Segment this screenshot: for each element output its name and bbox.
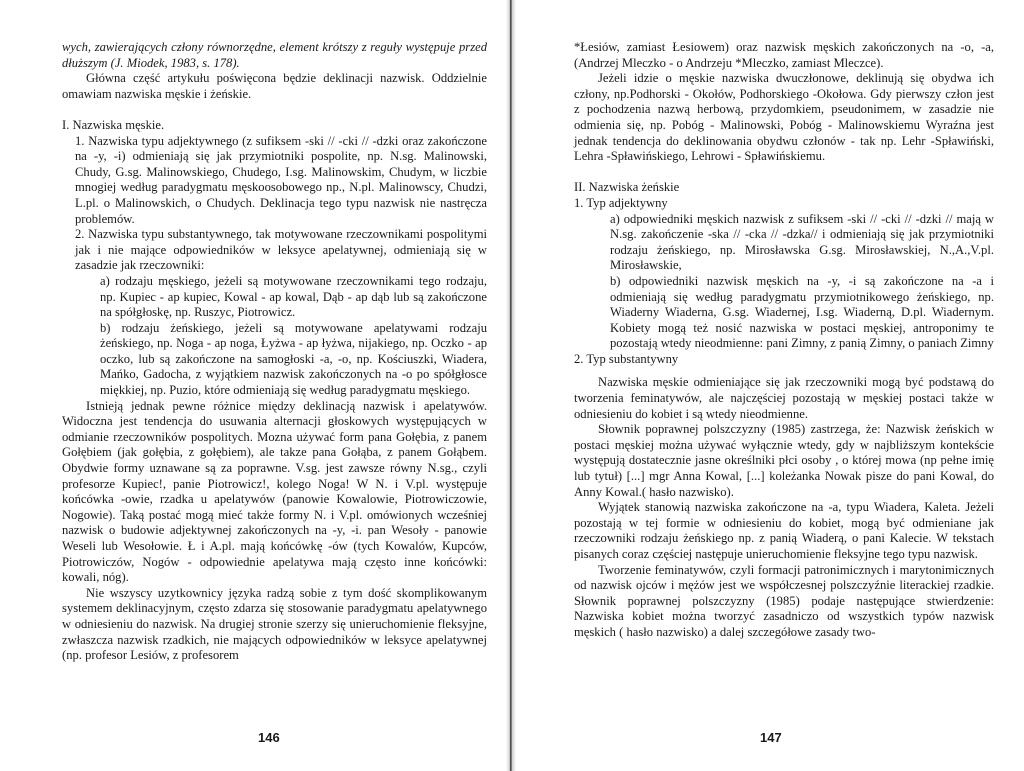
left-page-text: [62, 40, 487, 664]
left-paragraph-1: Istnieją jednak pewne różnice między deklinacją nazwisk i apelatywów. Widoczna jest tendencja do usuwania alternacji głoskowych występujących w odmianie rzeczowników pospolitych. Mozna używać form pana Gołębia, z panem Gołębiem (jak gołębia, z gołębiem), ale takze pana Gołąba, z panem Gołąbem. Obydwie formy uznawane są za poprawne. V.sg. jest zawsze równy N.sg., czyli profesorze Kupiec!, panie Piotrowicz!, kolego Noga! W N. i V.pl. występuje końcówka -owie, rzadka u apelatywów (panowie Kowalowie, Piotrowiczowie, Nogowie). Taką postać mogą mieć także formy N. i V.pl. omówionych wcześniej nazwisk o budowie adjektywnej zakończonych na -y, -i. pan Wesoły - panowie Weseli lub Wesołowie. Ł i A.pl. mają końcówkę -ów (tych Kowalów, Kupców, Piotrowiczów, Nogów - odpowiednie apelatywa mają często inne końcówki: kowali, nóg).: [62, 398, 487, 585]
left-item-1: 1. Nazwiska typu adjektywnego (z sufiksem -ski // -cki // -dzki oraz zakończone na -y, -i) odmieniają się jak przymiotniki pospolite, np. N.sg. Malinowski, Chudy, G.sg. Malinowskiego, Chudego, I.sg. Malinowskim, Chudym, w liczbie mnogiej według paradygmatu męskoosobowego np., N.pl. Malinowscy, Chudzi, L.pl. o Malinowskich, o Chudych. Deklinacja tego typu nazwisk nie nastręcza problemów.: [75, 133, 487, 226]
left-item-2a: a) rodzaju męskiego, jeżeli są motywowane rzeczownikami tego rodzaju, np. Kupiec - ap kupiec, Kowal - ap kowal, Dąb - ap dąb lub są zakończone na spółgłoskę, np. Ruszyc, Piotrowicz.: [100, 273, 487, 320]
right-paragraph-2: Słownik poprawnej polszczyzny (1985) zastrzega, że: Nazwisk żeńskich w postaci męskiej można używać wyłącznie wtedy, gdy w najbliższym kontekście występują dostatecznie jasne określniki płci osoby , o której mowa (np pełne imię lub tytuł) [...] mgr Anna Kowal, [...] koleżanka Nowak pisze do pani Kowal, do Anny Kowal.( hasło nazwisko).: [574, 422, 994, 499]
left-item-2: 2. Nazwiska typu substantywnego, tak motywowane rzeczownikami pospolitymi jak i nie mające odpowiedników w leksyce apelatywnej, odmieniają się w zasadzie jak rzeczowniki:: [75, 227, 487, 273]
right-item-1a: a) odpowiedniki męskich nazwisk z sufiksem -ski // -cki // -dzki // mają w N.sg. zakończenie -ska // -cka // -dzka// i odmieniają się jak przymiotniki rodzaju żeńskiego, np. Mirosławska G.sg. Mirosławskiej, N.,A.,V.pl. Mirosławskie,: [610, 211, 994, 273]
left-section-heading: I. Nazwiska męskie.: [62, 117, 165, 132]
left-page-number: 146: [258, 730, 280, 745]
left-page: [0, 0, 508, 771]
left-item-2b: b) rodzaju żeńskiego, jeżeli są motywowane apelatywami rodzaju żeńskiego, np. Noga - ap noga, Łyżwa - ap łyżwa, nijakiego, np. Oczko - ap oczko, lub są zakończone na samogłoski -a, -o, np. Kościuszki, Wiadera, Mańko, Gadocha, z wyjątkiem nazwisk zakończonych na -o po spółgłosce miękkiej, np. Puzio, które odmieniają się według paradygmatu męskiego.: [100, 320, 487, 398]
right-item-1: 1. Typ adjektywny: [574, 195, 668, 210]
right-paragraph-3: Wyjątek stanowią nazwiska zakończone na -a, typu Wiadera, Kaleta. Jeżeli pozostają w tej formie w odniesieniu do kobiet, mogą być odmieniane jak rzeczowniki rodzaju żeńskiego np. z panią Wiaderą, o pani Kalecie. W tekstach pisanych coraz częściej następuje unieruchomienie fleksyjne tego typu nazwisk.: [574, 500, 994, 561]
right-page-number: 147: [760, 730, 782, 745]
left-intro: wych, zawierających człony równorzędne, element krótszy z reguły występuje przed dłuższym (J. Miodek, 1983, s. 178).: [62, 40, 487, 70]
right-paragraph-4: Tworzenie feminatywów, czyli formacji patronimicznych i marytonimicznych od nazwisk ojców i mężów jest we współczesnej polszczyźnie literackiej rzadkie. Słownik poprawnej polszczyzny (1985) podaje następujące stwierdzenie: Nazwiska kobiet można tworzyć zasadniczo od wszystkich typów nazwisk męskich ( hasło nazwisko) a dalej szczegółowe zasady two-: [574, 562, 994, 639]
left-intro-2: Główna część artykułu poświęcona będzie deklinacji nazwisk. Oddzielnie omawiam nazwiska męskie i żeńskie.: [62, 71, 487, 101]
right-item-1b: b) odpowiedniki nazwisk męskich na -y, -i są zakończone na -a i odmieniają się według paradygmatu przymiotnikowego żeńskiego, np. Wiaderny Wiaderna, G.sg. Wiadernej, I.sg. Wiaderną, D.pl. Wiadernym. Kobiety mogą też nosić nazwiska w postaci męskiej, antroponimy te pozostają wtedy nieodmienne: pani Zimny, z panią Zimny, o paniach Zimny: [610, 273, 994, 351]
right-item-2: 2. Typ substantywny: [574, 351, 679, 366]
right-page-text: [574, 40, 994, 641]
right-section-heading: II. Nazwiska żeńskie: [574, 180, 680, 195]
right-page: [512, 0, 1024, 771]
right-intro: *Łesiów, zamiast Łesiowem) oraz nazwisk męskich zakończonych na -o, -a, (Andrzej Mleczko - o Andrzeju *Mleczko, zamiast Mleczce).: [574, 40, 994, 70]
right-paragraph-1: Nazwiska męskie odmieniające się jak rzeczowniki mogą być podstawą do tworzenia feminatywów, ale najczęściej pozostają w męskiej postaci także w odniesieniu do kobiet i są wtedy nieodmienne.: [574, 375, 994, 421]
right-intro-2: Jeżeli idzie o męskie nazwiska dwuczłonowe, deklinują się obydwa ich człony, np.Podhorski - Okołów, Podhorskiego -Okołowa. Gdy pierwszy człon jest z pochodzenia nazwą herbową, przydomkiem, pseudonimem, w zasadzie nie odmienia się, np. Pobóg - Malinowski, Pobóg - Malinowskiemu Wyraźna jest jednak tendencja do deklinowania obydwu członów - tak np. Lehr -Spławiński, Lehra -Spławińskiego, Lehrowi - Spławińskiemu.: [574, 71, 994, 164]
left-paragraph-2: Nie wszyscy uzytkownicy języka radzą sobie z tym dość skomplikowanym systemem deklinacyjnym, często zdarza się stosowanie paradygmatu apelatywnego w odniesieniu do nazwisk. Na drugiej stronie szerzy się unieruchomienie fleksyjne, zwłaszcza nazwisk rzadkich, nie mających odpowiedników w leksyce apelatywnej (np. profesor Lesiów, z profesorem: [62, 585, 487, 663]
